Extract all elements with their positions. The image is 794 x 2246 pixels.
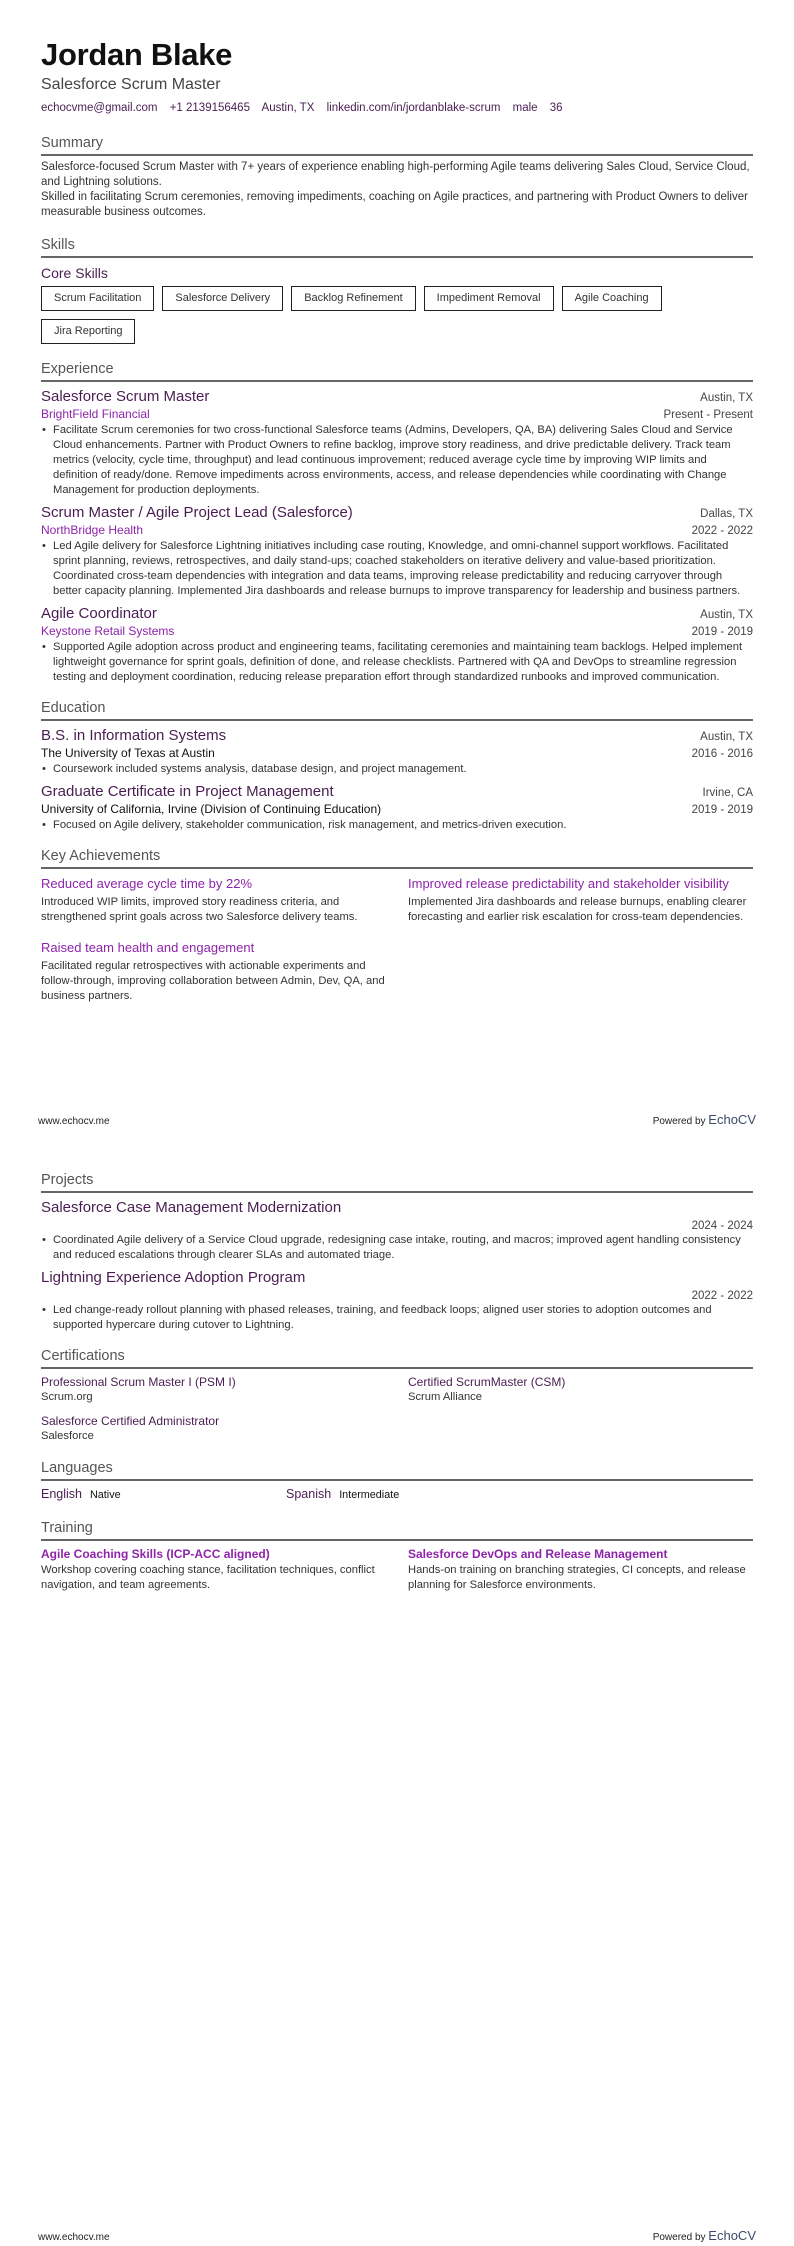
achievement-item: [408, 875, 753, 925]
school-name: University of California, Irvine (Division of Continuing Education): [41, 802, 382, 816]
job-location: Austin, TX: [700, 392, 753, 404]
project-title: Lightning Experience Adoption Program: [41, 1269, 306, 1286]
candidate-name: Jordan Blake: [41, 37, 233, 72]
project-dates: 2022 - 2022: [691, 1290, 753, 1302]
section-title-experience: Experience: [41, 361, 114, 377]
job-dates: 2022 - 2022: [691, 525, 753, 537]
contact-location: Austin, TX: [261, 102, 315, 114]
section-title-certifications: Certifications: [41, 1348, 125, 1364]
job-title: Agile Coordinator: [41, 605, 157, 622]
training-description: Workshop covering coaching stance, facilitation techniques, conflict navigation, and team agreements.: [41, 1564, 375, 1591]
skill-tag: Salesforce Delivery: [162, 286, 283, 311]
projects-section: [41, 1171, 753, 1333]
project-dates: 2024 - 2024: [691, 1220, 753, 1232]
skills-group-title: Core Skills: [41, 265, 108, 281]
experience-entry: [41, 387, 753, 498]
candidate-headline: Salesforce Scrum Master: [41, 76, 221, 93]
achievement-title: Reduced average cycle time by 22%: [41, 876, 253, 891]
achievement-item: [41, 939, 386, 1004]
section-divider: [41, 1191, 753, 1193]
section-title-achievements: Key Achievements: [41, 848, 161, 864]
education-entry: [41, 782, 753, 833]
achievement-title: Improved release predictability and stakeholder visibility: [408, 876, 729, 891]
degree-title: B.S. in Information Systems: [41, 727, 227, 744]
language-item: [286, 1487, 531, 1501]
language-item: [41, 1487, 286, 1501]
training-section: [41, 1519, 753, 1593]
contact-line: [41, 101, 753, 115]
skill-tag: Agile Coaching: [562, 286, 662, 311]
summary-section: [41, 134, 753, 220]
job-location: Dallas, TX: [700, 508, 753, 520]
school-location: Austin, TX: [700, 731, 753, 743]
contact-gender: male: [512, 102, 538, 114]
project-bullet: • Coordinated Agile delivery of a Service Cloud upgrade, redesigning case intake, routing, and macros; improved agent handling consistency and reduced escalations through clearer SLAs and automated triage.: [41, 1233, 753, 1263]
echocv-brand-logo[interactable]: EchoCV: [708, 2228, 756, 2243]
language-name: Spanish: [286, 1487, 332, 1501]
contact-email[interactable]: echocvme@gmail.com: [41, 102, 158, 114]
contact-linkedin[interactable]: linkedin.com/in/jordanblake-scrum: [326, 102, 501, 114]
education-dates: 2016 - 2016: [691, 748, 753, 760]
school-location: Irvine, CA: [702, 787, 753, 799]
certification-issuer: Salesforce: [41, 1430, 94, 1442]
training-title: Agile Coaching Skills (ICP-ACC aligned): [41, 1547, 270, 1561]
education-entry: [41, 726, 753, 777]
experience-section: [41, 360, 753, 685]
section-title-skills: Skills: [41, 237, 75, 253]
certification-name: Professional Scrum Master I (PSM I): [41, 1375, 236, 1389]
section-title-languages: Languages: [41, 1460, 113, 1476]
certification-issuer: Scrum.org: [41, 1391, 93, 1403]
project-title: Salesforce Case Management Modernization: [41, 1199, 342, 1216]
certification-name: Salesforce Certified Administrator: [41, 1414, 220, 1428]
school-name: The University of Texas at Austin: [41, 746, 215, 760]
skills-tag-list: [41, 286, 753, 352]
job-title: Salesforce Scrum Master: [41, 388, 210, 405]
education-bullet: • Coursework included systems analysis, database design, and project management.: [41, 762, 753, 777]
section-divider: [41, 719, 753, 721]
training-title: Salesforce DevOps and Release Management: [408, 1547, 668, 1561]
job-location: Austin, TX: [700, 609, 753, 621]
summary-paragraph: Skilled in facilitating Scrum ceremonies, removing impediments, coaching on Agile practices, and partnering with Product Owners to deliver measurable business outcomes.: [41, 191, 748, 218]
experience-entry: [41, 604, 753, 685]
resume-page-2: [0, 1123, 794, 2246]
experience-entry: [41, 503, 753, 599]
certification-item: [408, 1374, 753, 1404]
achievement-item: [41, 875, 386, 925]
page-footer: [38, 2228, 756, 2243]
achievement-description: Facilitated regular retrospectives with actionable experiments and follow-through, improving collaboration between Admin, Dev, QA, and business partners.: [41, 960, 385, 1002]
certification-item: [41, 1413, 386, 1443]
language-level: Native: [90, 1489, 121, 1501]
section-divider: [41, 154, 753, 156]
achievement-description: Implemented Jira dashboards and release burnups, enabling clearer forecasting and earlier risk escalation for cross-team dependencies.: [408, 896, 747, 923]
company-name: BrightField Financial: [41, 407, 150, 421]
job-bullet: • Led Agile delivery for Salesforce Lightning initiatives including case routing, Knowledge, and omni-channel support workflows. Facilitated sprint planning, reviews, retrospectives, and daily stand-ups; coached stakeholders on iterative delivery and value-based prioritization. Coordinated cross-team dependencies with integration and data teams, improving release predictability and reducing carryover through better capacity planning. Implemented Jira dashboards and release burnups to improve transparency for leadership and business partners.: [41, 539, 753, 599]
section-divider: [41, 380, 753, 382]
project-entry: [41, 1198, 753, 1263]
skill-tag: Scrum Facilitation: [41, 286, 154, 311]
footer-powered-by: Powered by EchoCV: [652, 1112, 756, 1127]
skill-tag: Impediment Removal: [424, 286, 554, 311]
education-dates: 2019 - 2019: [691, 804, 753, 816]
certification-name: Certified ScrumMaster (CSM): [408, 1375, 566, 1389]
language-level: Intermediate: [339, 1489, 400, 1501]
job-bullet: • Supported Agile adoption across product and engineering teams, facilitating ceremonies and maintaining team backlogs. Helped implement lightweight governance for sprint goals, definition of done, and release checklists. Partnered with QA and DevOps to streamline regression testing and deployment coordination, reducing release preparation effort through standardized runbooks and improved communication.: [41, 640, 753, 685]
footer-site-link[interactable]: www.echocv.me: [38, 1116, 110, 1127]
footer-powered-by: Powered by EchoCV: [652, 2228, 756, 2243]
job-dates: Present - Present: [663, 409, 753, 421]
project-entry: [41, 1268, 753, 1333]
company-name: NorthBridge Health: [41, 523, 144, 537]
skill-tag: Jira Reporting: [41, 319, 135, 344]
section-title-education: Education: [41, 700, 106, 716]
languages-section: [41, 1459, 753, 1501]
skill-tag: Backlog Refinement: [291, 286, 415, 311]
education-bullet: • Focused on Agile delivery, stakeholder communication, risk management, and metrics-driven execution.: [41, 818, 753, 833]
training-item: [408, 1546, 753, 1593]
section-title-summary: Summary: [41, 135, 104, 151]
job-title: Scrum Master / Agile Project Lead (Salesforce): [41, 504, 353, 521]
achievement-title: Raised team health and engagement: [41, 940, 255, 955]
contact-age: 36: [549, 102, 563, 114]
section-divider: [41, 1479, 753, 1481]
footer-site-link[interactable]: www.echocv.me: [38, 2232, 110, 2243]
company-name: Keystone Retail Systems: [41, 624, 175, 638]
training-item: [41, 1546, 386, 1593]
degree-title: Graduate Certificate in Project Management: [41, 783, 334, 800]
achievement-description: Introduced WIP limits, improved story readiness criteria, and strengthened sprint goals across two Salesforce delivery teams.: [41, 896, 358, 923]
certification-issuer: Scrum Alliance: [408, 1391, 482, 1403]
contact-phone[interactable]: +1 2139156465: [169, 102, 250, 114]
achievements-section: [41, 847, 753, 1012]
certification-item: [41, 1374, 386, 1404]
certifications-section: [41, 1347, 753, 1447]
job-bullet: • Facilitate Scrum ceremonies for two cross-functional Salesforce teams (Admins, Developers, QA, BA) delivering Sales Cloud and Service Cloud enhancements. Partner with Product Owners to refine backlog, improve story readiness, and drive predictable delivery. Track team metrics (velocity, cycle time, throughput) and lead continuous improvement; reduced average cycle time by improving WIP limits and definition of ready/done. Remove impediments across environments, access, and release dependencies while coordinating with Change Management for production deployments.: [41, 423, 753, 498]
job-dates: 2019 - 2019: [691, 626, 753, 638]
section-title-projects: Projects: [41, 1172, 94, 1188]
education-section: [41, 699, 753, 833]
section-divider: [41, 1539, 753, 1541]
summary-paragraph: Salesforce-focused Scrum Master with 7+ years of experience enabling high-performing Agile teams delivering Sales Cloud, Service Cloud, and Lightning solutions.: [41, 161, 750, 188]
language-name: English: [41, 1487, 82, 1501]
skills-section: [41, 236, 753, 352]
section-title-training: Training: [41, 1520, 93, 1536]
section-divider: [41, 256, 753, 258]
project-bullet: • Led change-ready rollout planning with phased releases, training, and feedback loops; aligned user stories to adoption outcomes and supported hypercare during cutover to Lightning.: [41, 1303, 753, 1333]
echocv-brand-logo[interactable]: EchoCV: [708, 1112, 756, 1127]
training-description: Hands-on training on branching strategies, CI concepts, and release planning for Salesforce environments.: [408, 1564, 746, 1591]
